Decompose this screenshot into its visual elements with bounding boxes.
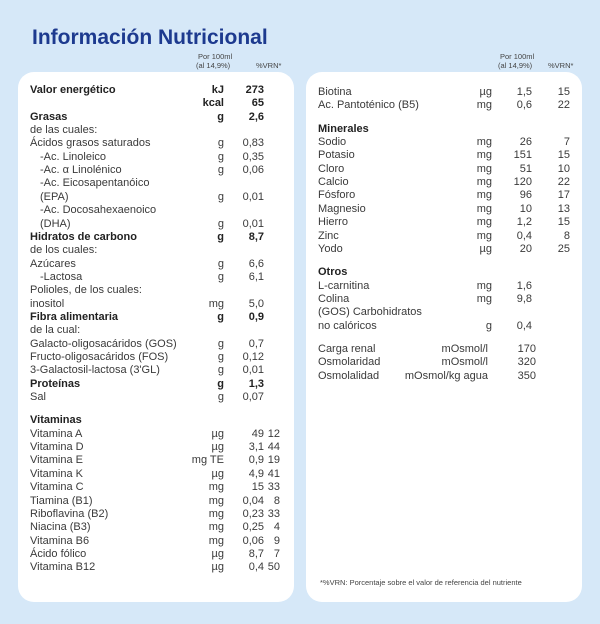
nutrient-label: Vitamina B6 [30, 534, 90, 547]
nutrient-row [306, 189, 582, 202]
nutrient-label: Minerales [318, 122, 369, 135]
nutrient-label: Ac. Pantoténico (B5) [318, 99, 419, 112]
nutrient-label: Osmolalidad [318, 369, 380, 382]
nutrient-vrn: 4 [273, 521, 280, 534]
nutrient-label: Vitamina A [30, 427, 83, 440]
nutrient-value: 96 [519, 189, 532, 202]
nutrient-vrn: 22 [557, 176, 570, 189]
nutrient-value: 9,8 [516, 292, 532, 305]
nutrient-row [18, 441, 294, 454]
nutrient-unit: mOsmol/kg agua [404, 369, 488, 382]
nutrient-unit: µg [479, 86, 492, 98]
nutrient-value: 0,9 [248, 454, 264, 467]
nutrient-row [306, 293, 582, 306]
nutrient-unit: g [217, 377, 224, 390]
nutrient-value: 6,1 [248, 270, 264, 283]
nutrient-value: 2,6 [248, 110, 264, 123]
nutrient-label: Vitaminas [30, 414, 82, 427]
nutrient-vrn: 15 [557, 149, 570, 162]
nutrient-unit: g [485, 319, 492, 332]
nutrient-value: 1,2 [516, 216, 532, 229]
nutrient-unit: mg [476, 202, 492, 215]
nutrient-label: de la cual: [30, 324, 81, 337]
nutrient-unit: mg [476, 279, 492, 292]
nutrient-row [18, 414, 294, 427]
vrn-label: %VRN* [548, 61, 574, 70]
nutrient-value: 5,0 [248, 297, 264, 310]
nutrient-unit: g [217, 190, 224, 203]
nutrient-label: Vitamina C [30, 481, 84, 494]
nutrient-value: 49 [251, 427, 264, 440]
nutrient-row [18, 391, 294, 404]
nutrient-label: Sal [30, 391, 46, 404]
nutrient-label: Fibra alimentaria [30, 310, 119, 323]
nutrient-row [18, 284, 294, 297]
nutrient-vrn: 50 [267, 561, 280, 574]
nutrient-unit: kcal [202, 97, 224, 110]
nutrient-row [18, 378, 294, 391]
nutrient-label: Carga renal [318, 342, 376, 355]
nutrient-vrn: 15 [557, 86, 570, 98]
nutrient-label: Hierro [318, 216, 348, 229]
nutrient-unit: mg [208, 481, 224, 494]
nutrient-label: L-carnitina [318, 279, 370, 292]
nutrient-unit: g [217, 337, 224, 350]
nutrient-row [18, 177, 294, 190]
nutrient-unit: µg [211, 561, 224, 574]
nutrient-vrn: 350 [517, 369, 536, 382]
nutrient-vrn: 41 [267, 467, 280, 480]
nutrient-value: 0,6 [516, 99, 532, 112]
nutrient-unit: g [217, 164, 224, 177]
nutrient-row [306, 86, 582, 99]
nutrient-row [18, 137, 294, 150]
nutrient-unit: kJ [211, 84, 224, 96]
nutrient-value: 6,6 [248, 257, 264, 270]
nutrient-label: Ácidos grasos saturados [30, 137, 151, 150]
nutrient-value: 0,01 [242, 217, 264, 230]
nutrient-value: 120 [513, 176, 532, 189]
nutrient-value: 0,4 [516, 319, 532, 332]
nutrient-label: -Lactosa [40, 270, 83, 283]
nutrient-row [18, 231, 294, 244]
nutrient-vrn: 170 [517, 342, 536, 355]
nutrient-vrn: 7 [563, 136, 570, 149]
nutrient-unit: g [217, 351, 224, 363]
nutrient-label: Calcio [318, 176, 349, 189]
nutrient-label: Otros [318, 266, 348, 279]
nutrient-unit: µg [479, 242, 492, 255]
nutrient-unit: mg [208, 507, 224, 520]
vrn-footnote: *%VRN: Porcentaje sobre el valor de referencia del nutriente [320, 578, 522, 587]
nutrient-value: 0,83 [242, 137, 264, 150]
nutrient-row [306, 203, 582, 216]
nutrient-row [306, 230, 582, 243]
nutrient-row [18, 324, 294, 337]
nutrient-unit: mg [208, 494, 224, 507]
nutrient-unit: mg [208, 297, 224, 310]
nutrient-value: 20 [519, 242, 532, 255]
nutrient-row [18, 97, 294, 110]
nutrient-value: 273 [245, 84, 264, 96]
nutrient-value: 0,12 [242, 351, 264, 363]
nutrient-row [306, 123, 582, 136]
nutrient-row [18, 548, 294, 561]
nutrient-value: 0,25 [242, 521, 264, 534]
nutrient-label: Zinc [318, 229, 339, 242]
nutrient-vrn: 22 [557, 99, 570, 112]
nutrient-unit: g [217, 230, 224, 243]
nutrient-row [18, 124, 294, 137]
nutrient-value: 0,7 [248, 337, 264, 350]
nutrient-value: 1,3 [248, 377, 264, 390]
nutrient-row [18, 454, 294, 467]
nutrient-vrn: 13 [557, 202, 570, 215]
nutrient-label: Sodio [318, 136, 347, 149]
nutrient-vrn: 8 [563, 229, 570, 242]
nutrient-value: 8,7 [248, 230, 264, 243]
nutrient-unit: mOsmol/l [441, 356, 488, 369]
nutrient-unit: mg [476, 99, 492, 112]
nutrient-row [306, 343, 582, 356]
nutrient-label: Niacina (B3) [30, 521, 91, 534]
nutrient-unit: mg [476, 229, 492, 242]
nutrient-value: 0,4 [516, 229, 532, 242]
page-title: Información Nutricional [32, 26, 268, 49]
nutrient-unit: µg [211, 441, 224, 454]
nutrient-row [18, 164, 294, 177]
nutrient-label: Magnesio [318, 202, 366, 215]
nutrient-label: Proteínas [30, 377, 81, 390]
nutrient-vrn: 15 [557, 216, 570, 229]
nutrient-label: (EPA) [40, 190, 69, 203]
nutrient-value: 0,01 [242, 364, 264, 377]
nutrient-unit: g [217, 391, 224, 404]
nutrient-value: 0,4 [248, 561, 264, 574]
nutrient-label: Vitamina D [30, 441, 84, 454]
nutrient-unit: mg [476, 216, 492, 229]
nutrient-row [18, 535, 294, 548]
nutrient-row [18, 561, 294, 574]
nutrient-row [18, 258, 294, 271]
nutrient-value: 1,5 [516, 86, 532, 98]
nutrient-label: Riboflavina (B2) [30, 507, 109, 520]
nutrient-value: 65 [251, 97, 264, 110]
nutrient-unit: mg [476, 149, 492, 162]
nutrient-vrn: 8 [273, 494, 280, 507]
nutrient-value: 0,06 [242, 164, 264, 177]
nutrient-value: 26 [519, 136, 532, 149]
nutrient-label: no calóricos [318, 319, 377, 332]
nutrient-row [18, 84, 294, 97]
nutrient-row [18, 191, 294, 204]
nutrient-label: (GOS) Carbohidratos [318, 306, 422, 319]
nutrient-unit: g [217, 257, 224, 270]
nutrient-unit: µg [211, 427, 224, 440]
nutrient-unit: µg [211, 547, 224, 560]
nutrient-row [306, 163, 582, 176]
nutrient-label: Colina [318, 292, 350, 305]
nutrient-row [18, 204, 294, 217]
nutrient-row [306, 216, 582, 229]
dilution-label: (al 14,9%) [498, 61, 533, 70]
per-100ml-label: Por 100ml [500, 52, 535, 61]
nutrient-row [18, 338, 294, 351]
nutrient-unit: g [217, 110, 224, 123]
nutrient-label: -Ac. Docosahexaenoico [40, 204, 157, 217]
nutrient-label: 3-Galactosil-lactosa (3'GL) [30, 364, 160, 377]
nutrient-row [306, 136, 582, 149]
right-nutrition-panel [306, 72, 582, 602]
nutrient-row [18, 244, 294, 257]
nutrient-vrn: 10 [557, 162, 570, 175]
nutrient-label: -Ac. Linoleico [40, 150, 107, 163]
nutrient-value: 3,1 [248, 441, 264, 454]
nutrient-label: Osmolaridad [318, 356, 381, 369]
nutrient-value: 10 [519, 202, 532, 215]
nutrient-label: Grasas [30, 110, 68, 123]
nutrient-vrn: 33 [267, 507, 280, 520]
nutrient-label: Hidratos de carbono [30, 230, 137, 243]
nutrient-unit: µg [211, 467, 224, 480]
nutrient-vrn: 19 [267, 454, 280, 467]
nutrient-label: de los cuales: [30, 244, 98, 257]
nutrient-label: Potasio [318, 149, 355, 162]
nutrient-label: Valor energético [30, 84, 116, 96]
nutrient-label: Yodo [318, 242, 343, 255]
nutrient-unit: mg [208, 521, 224, 534]
nutrient-label: de las cuales: [30, 124, 98, 137]
nutrient-value: 51 [519, 162, 532, 175]
nutrient-value: 0,06 [242, 534, 264, 547]
nutrient-value: 0,35 [242, 150, 264, 163]
nutrient-vrn: 17 [557, 189, 570, 202]
nutrient-label: Tiamina (B1) [30, 494, 93, 507]
nutrient-unit: mOsmol/l [441, 342, 488, 355]
nutrient-row [18, 495, 294, 508]
nutrient-row [306, 280, 582, 293]
nutrient-vrn: 320 [517, 356, 536, 369]
nutrient-row [18, 218, 294, 231]
nutrient-label: Polioles, de los cuales: [30, 284, 142, 297]
nutrient-row [306, 370, 582, 383]
nutrient-row [18, 481, 294, 494]
nutrient-label: Vitamina K [30, 467, 83, 480]
per-100ml-label: Por 100ml [198, 52, 233, 61]
nutrient-vrn: 25 [557, 242, 570, 255]
nutrient-row [18, 151, 294, 164]
nutrient-label: (DHA) [40, 217, 71, 230]
nutrient-unit: mg [476, 189, 492, 202]
nutrient-value: 0,23 [242, 507, 264, 520]
nutrient-row [306, 243, 582, 256]
nutrient-unit: g [217, 137, 224, 150]
nutrient-vrn: 7 [273, 547, 280, 560]
nutrient-row [18, 311, 294, 324]
nutrient-vrn: 33 [267, 481, 280, 494]
nutrient-label: Fósforo [318, 189, 356, 202]
nutrient-row [18, 468, 294, 481]
nutrient-unit: g [217, 150, 224, 163]
nutrient-value: 4,9 [248, 467, 264, 480]
nutrient-row [306, 356, 582, 369]
nutrient-unit: g [217, 217, 224, 230]
nutrient-label: Biotina [318, 86, 352, 98]
nutrient-row [18, 111, 294, 124]
nutrient-vrn: 44 [267, 441, 280, 454]
nutrient-unit: g [217, 364, 224, 377]
nutrient-vrn: 12 [267, 427, 280, 440]
nutrient-label: Vitamina B12 [30, 561, 96, 574]
nutrient-row [306, 149, 582, 162]
nutrient-row [18, 271, 294, 284]
nutrient-value: 1,6 [516, 279, 532, 292]
nutrient-label: inositol [30, 297, 65, 310]
nutrient-unit: mg TE [191, 454, 224, 467]
nutrient-row [18, 351, 294, 364]
nutrient-row [306, 320, 582, 333]
nutrient-row [306, 176, 582, 189]
nutrient-value: 8,7 [248, 547, 264, 560]
left-nutrition-panel [18, 72, 294, 602]
nutrient-vrn: 9 [273, 534, 280, 547]
nutrient-value: 0,9 [248, 310, 264, 323]
vrn-label: %VRN* [256, 61, 282, 70]
nutrient-value: 15 [251, 481, 264, 494]
nutrient-label: Ácido fólico [30, 547, 87, 560]
nutrient-row [18, 428, 294, 441]
nutrient-unit: mg [208, 534, 224, 547]
nutrient-unit: g [217, 270, 224, 283]
nutrient-label: Azúcares [30, 257, 76, 270]
nutrient-row [18, 508, 294, 521]
nutrient-unit: mg [476, 162, 492, 175]
nutrient-unit: mg [476, 176, 492, 189]
dilution-label: (al 14,9%) [196, 61, 231, 70]
nutrient-value: 151 [513, 149, 532, 162]
nutrient-value: 0,01 [242, 190, 264, 203]
nutrient-unit: mg [476, 136, 492, 149]
nutrient-row [18, 364, 294, 377]
nutrient-label: -Ac. α Linolénico [40, 164, 122, 177]
nutrient-row [18, 521, 294, 534]
nutrient-value: 0,07 [242, 391, 264, 404]
nutrient-row [306, 266, 582, 279]
nutrient-unit: mg [476, 292, 492, 305]
nutrient-label: -Ac. Eicosapentanóico [40, 177, 150, 190]
nutrient-row [306, 99, 582, 112]
nutrient-label: Cloro [318, 162, 345, 175]
nutrient-row [306, 306, 582, 319]
nutrient-label: Vitamina E [30, 454, 83, 467]
nutrient-row [18, 298, 294, 311]
nutrient-label: Galacto-oligosacáridos (GOS) [30, 337, 177, 350]
nutrient-value: 0,04 [242, 494, 264, 507]
nutrient-label: Fructo-oligosacáridos (FOS) [30, 351, 169, 363]
nutrient-unit: g [217, 310, 224, 323]
